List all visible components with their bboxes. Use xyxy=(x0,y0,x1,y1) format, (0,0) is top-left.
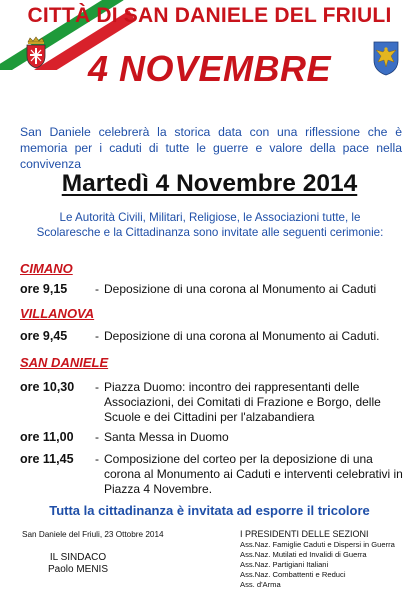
intro-paragraph: San Daniele celebrerà la storica data con una riflessione che è memoria per i caduti di tutte le guerre e valore della pace nella convivenza xyxy=(20,125,402,171)
closing-statement: Tutta la cittadinanza è invitata ad esporre il tricolore xyxy=(49,503,370,518)
event-dash: - xyxy=(95,452,99,466)
event-time: ore 11,45 xyxy=(20,452,74,466)
presidents-title: I PRESIDENTI DELLE SEZIONI xyxy=(240,529,369,539)
invitation-text: Le Autorità Civili, Militari, Religiose, le Associazioni tutte, le Scolaresche e la Cittadinanza sono invitate alle seguenti cerimonie: xyxy=(36,211,384,239)
association-item: Ass.Naz. Mutilati ed Invalidi di Guerra xyxy=(240,550,367,559)
event-dash: - xyxy=(95,282,99,296)
event-description: Deposizione di una corona al Monumento ai Caduti xyxy=(104,282,377,296)
association-item: Ass.Naz. Famiglie Caduti e Dispersi in Guerra xyxy=(240,540,395,549)
event-description: Composizione del corteo per la deposizione di una corona al Monumento ai Caduti e interventi celebrativi in Piazza 4 Novembre. xyxy=(104,452,403,496)
mayor-signature xyxy=(28,552,128,576)
event-description: Deposizione di una corona al Monumento ai Caduti. xyxy=(104,329,380,343)
location-san-daniele: SAN DANIELE xyxy=(20,355,109,370)
event-dash: - xyxy=(95,380,99,394)
event-dash: - xyxy=(95,430,99,444)
mayor-name: Paolo MENIS xyxy=(47,564,109,575)
event-description: Santa Messa in Duomo xyxy=(104,430,229,444)
association-item: Ass. d'Arma xyxy=(240,580,281,589)
associations-list xyxy=(240,540,416,590)
association-item: Ass.Naz. Combattenti e Reduci xyxy=(240,570,346,579)
location-cimano: CIMANO xyxy=(20,261,73,276)
mayor-title: IL SINDACO xyxy=(49,552,107,563)
place-date: San Daniele del Friuli, 23 Ottobre 2014 xyxy=(22,530,164,539)
event-time: ore 9,45 xyxy=(20,329,68,343)
event-dash: - xyxy=(95,329,99,343)
association-item: Ass.Naz. Partigiani Italiani xyxy=(240,560,329,569)
event-time: ore 11,00 xyxy=(20,430,74,444)
location-villanova: VILLANOVA xyxy=(20,306,95,321)
event-description: Piazza Duomo: incontro dei rappresentanti delle Associazioni, dei Comitati di Frazione e Borgo, delle Scuole e dei Cittadini per l'alzabandiera xyxy=(104,380,381,424)
event-time: ore 10,30 xyxy=(20,380,75,394)
event-time: ore 9,15 xyxy=(20,282,68,296)
city-title: CITTÀ DI SAN DANIELE DEL FRIULI xyxy=(27,4,392,27)
date-heading: Martedì 4 Novembre 2014 xyxy=(61,170,358,197)
event-title: 4 NOVEMBRE xyxy=(87,48,332,89)
